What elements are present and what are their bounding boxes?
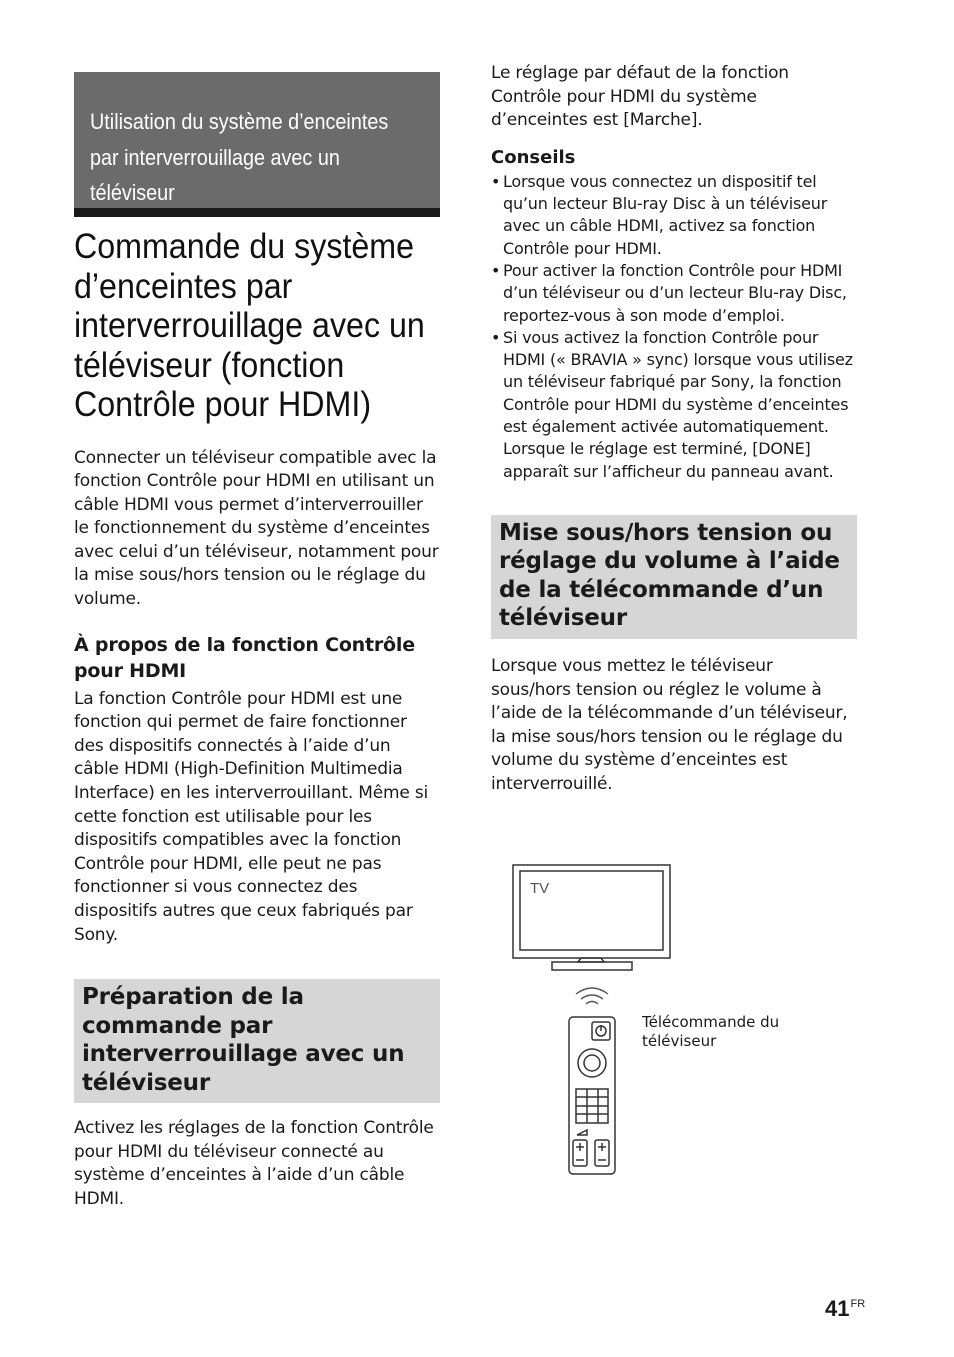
- tip-item: • Si vous activez la fonction Contrôle pour HDMI (« BRAVIA » sync) lorsque vous utilisez un téléviseur fabriqué par Sony, la fonction Contrôle pour HDMI du système d’enceintes est également activée automatiquement. Lorsque le réglage est terminé, [DONE] apparaît sur l’afficheur du panneau avant.: [491, 327, 857, 483]
- page-title-line: Contrôle pour HDMI): [74, 385, 372, 424]
- default-note: Le réglage par défaut de la fonction Contrôle pour HDMI du système d’enceintes est [Marche].: [491, 63, 789, 131]
- about-paragraph: La fonction Contrôle pour HDMI est une fonction qui permet de faire fonctionner des dispositifs connectés à l’aide d’un câble HDMI (High-Definition Multimedia Interface) en les interverrouillant. Même si cette fonction est utilisable pour les dispositifs compatibles avec la fonction Contrôle pour HDMI, elle peut ne pas fonctionner si vous connectez des dispositifs autres que ceux fabriqués par Sony.: [74, 688, 429, 945]
- section-header-line: par interverrouillage avec un: [90, 144, 340, 170]
- page-number-value: 41: [825, 1296, 850, 1321]
- section-header-line: Utilisation du système d’enceintes: [90, 109, 389, 134]
- left-column: [74, 72, 440, 1212]
- signal-icon: [576, 988, 608, 1004]
- power-volume-paragraph: Lorsque vous mettez le téléviseur sous/hors tension ou réglez le volume à l’aide de la télécommande d’un téléviseur, la mise sous/hors tension ou le réglage du volume du système d’enceintes est interverrouillé.: [491, 655, 848, 794]
- preparation-paragraph: Activez les réglages de la fonction Contrôle pour HDMI du téléviseur connecté au système d’enceintes à l’aide d’un câble HDMI.: [74, 1118, 434, 1209]
- page-title-line: téléviseur (fonction: [74, 345, 345, 385]
- tv-icon: [513, 865, 670, 970]
- power-volume-heading: Mise sous/hors tension ou réglage du volume à l’aide de la télécommande d’un téléviseur: [491, 515, 857, 639]
- tips-title: Conseils: [491, 146, 576, 168]
- page-title: [74, 227, 440, 425]
- page-number: [825, 1296, 865, 1322]
- intro-paragraph: Connecter un téléviseur compatible avec la fonction Contrôle pour HDMI en utilisant un câble HDMI vous permet d’interverrouiller le fonctionnement du système d’enceintes avec celui d’un téléviseur, notamment pour la mise sous/hors tension ou le réglage du volume.: [74, 447, 439, 610]
- tv-label: TV: [530, 880, 550, 897]
- tip-item: • Pour activer la fonction Contrôle pour HDMI d’un téléviseur ou d’un lecteur Blu-ray Disc, reportez-vous à son mode d’emploi.: [491, 260, 857, 327]
- tips-list: [491, 171, 857, 483]
- page-title-line: d’enceintes par: [74, 266, 293, 306]
- section-header: [74, 72, 440, 217]
- preparation-heading: Préparation de la commande par interverrouillage avec un téléviseur: [74, 979, 440, 1103]
- page-lang: FR: [850, 1298, 866, 1310]
- right-column: [491, 62, 857, 797]
- about-heading: À propos de la fonction Contrôle pour HDMI: [74, 633, 415, 682]
- page-title-line: interverrouillage avec un: [74, 306, 425, 345]
- page-title-line: Commande du système: [74, 227, 415, 266]
- tip-item: • Lorsque vous connectez un dispositif tel qu’un lecteur Blu-ray Disc à un téléviseur avec un câble HDMI, activez sa fonction Contrôle pour HDMI.: [491, 171, 857, 260]
- section-header-line: téléviseur: [90, 180, 175, 205]
- remote-icon: [569, 1017, 615, 1174]
- remote-label: Télécommande du téléviseur: [642, 1013, 780, 1050]
